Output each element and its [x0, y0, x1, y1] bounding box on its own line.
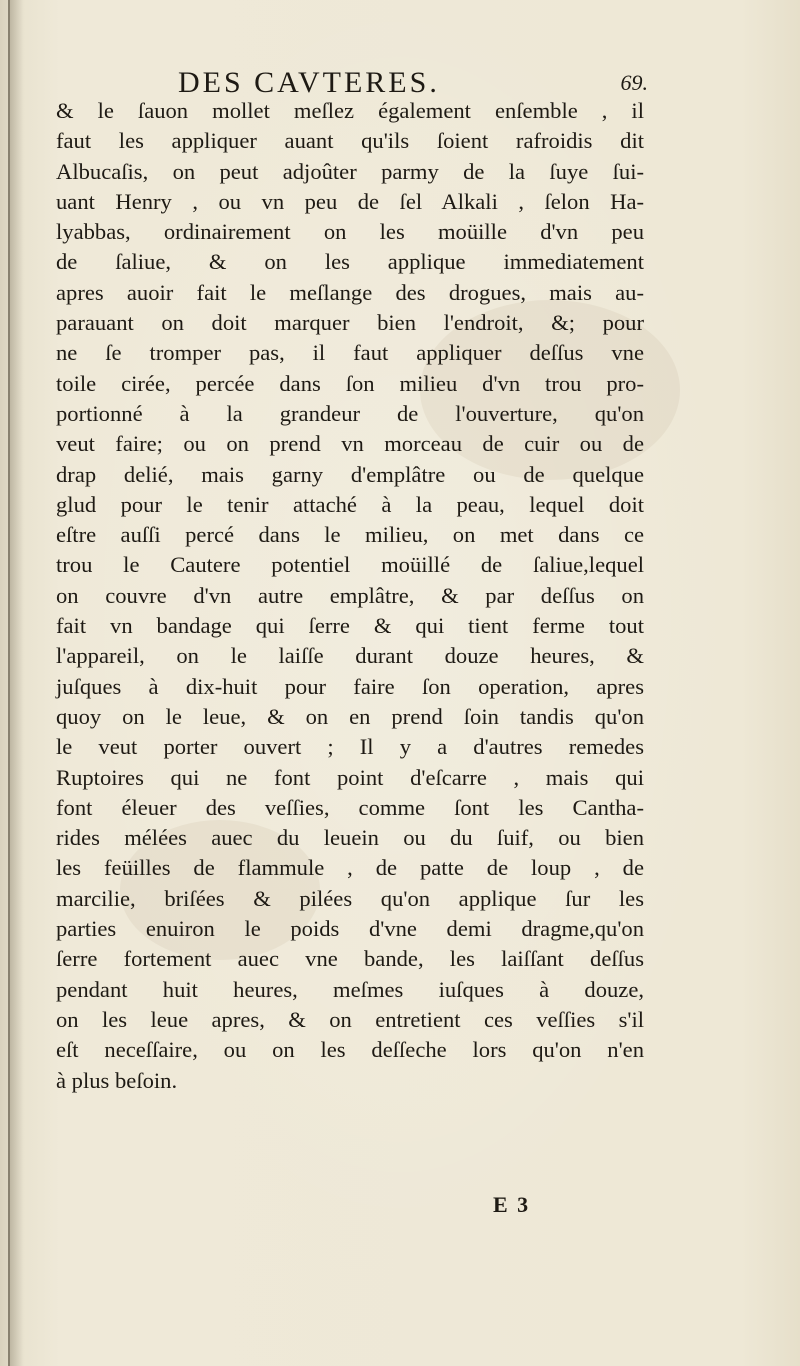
- text-line: rides mélées auec du leuein ou du ſuif, ou bien: [56, 825, 644, 851]
- text-line: uant Henry , ou vn peu de ſel Alkali , ſelon Ha-: [56, 188, 644, 214]
- text-line: on couvre d'vn autre emplâtre, & par deſſus on: [56, 582, 644, 608]
- text-line: ſerre fortement auec vne bande, les laiſſant deſſus: [56, 946, 644, 972]
- text-line: juſques à dix-huit pour faire ſon operation, apres: [56, 673, 644, 699]
- text-line: font éleuer des veſſies, comme ſont les Cantha-: [56, 794, 644, 820]
- text-line: portionné à la grandeur de l'ouverture, qu'on: [56, 400, 644, 426]
- text-line: on les leue apres, & on entretient ces veſſies s'il: [56, 1006, 644, 1032]
- text-line: à plus beſoin.: [56, 1067, 178, 1093]
- text-line: parauant on doit marquer bien l'endroit, &; pour: [56, 310, 644, 336]
- text-line: glud pour le tenir attaché à la peau, lequel doit: [56, 491, 644, 517]
- text-line: fait vn bandage qui ſerre & qui tient ferme tout: [56, 613, 644, 639]
- running-title: DES CAVTERES.: [178, 66, 440, 99]
- text-line: parties enuiron le poids d'vne demi dragme,qu'on: [56, 916, 644, 942]
- text-line: Ruptoires qui ne font point d'eſcarre , mais qui: [56, 764, 644, 790]
- gutter-shadow: [10, 0, 24, 1366]
- text-line: drap delié, mais garny d'emplâtre ou de quelque: [56, 461, 644, 487]
- text-line: de ſaliue, & on les applique immediatement: [56, 249, 644, 275]
- body-text: [56, 96, 644, 1096]
- text-line: apres auoir fait le meſlange des drogues, mais au-: [56, 279, 644, 305]
- text-line: eſt neceſſaire, ou on les deſſeche lors qu'on n'en: [56, 1037, 644, 1063]
- text-line: veut faire; ou on prend vn morceau de cuir ou de: [56, 431, 644, 457]
- text-line: marcilie, briſées & pilées qu'on applique ſur les: [56, 885, 644, 911]
- signature-mark: E 3: [493, 1192, 531, 1217]
- page-number: 69.: [620, 70, 648, 95]
- text-line: les feüilles de flammule , de patte de loup , de: [56, 855, 644, 881]
- text-line: lyabbas, ordinairement on les moüille d'vn peu: [56, 219, 644, 245]
- text-line: le veut porter ouvert ; Il y a d'autres remedes: [56, 734, 644, 760]
- text-line: & le ſauon mollet meſlez également enſemble , il: [56, 98, 644, 123]
- text-line: faut les appliquer auant qu'ils ſoient rafroidis dit: [56, 128, 644, 154]
- text-line: l'appareil, on le laiſſe durant douze heures, &: [56, 643, 644, 669]
- text-line: ne ſe tromper pas, il faut appliquer deſſus vne: [56, 340, 644, 366]
- text-line: trou le Cautere potentiel moüillé de ſaliue,lequel: [56, 552, 644, 578]
- text-line: Albucaſis, on peut adjoûter parmy de la ſuye ſui-: [56, 158, 644, 184]
- text-line: eſtre auſſi percé dans le milieu, on met dans ce: [56, 522, 644, 548]
- text-line: quoy on le leue, & on en prend ſoin tandis qu'on: [56, 703, 644, 729]
- gutter-edge: [8, 0, 10, 1366]
- text-line: toile cirée, percée dans ſon milieu d'vn trou pro-: [56, 370, 644, 396]
- text-line: pendant huit heures, meſmes iuſques à douze,: [56, 976, 644, 1002]
